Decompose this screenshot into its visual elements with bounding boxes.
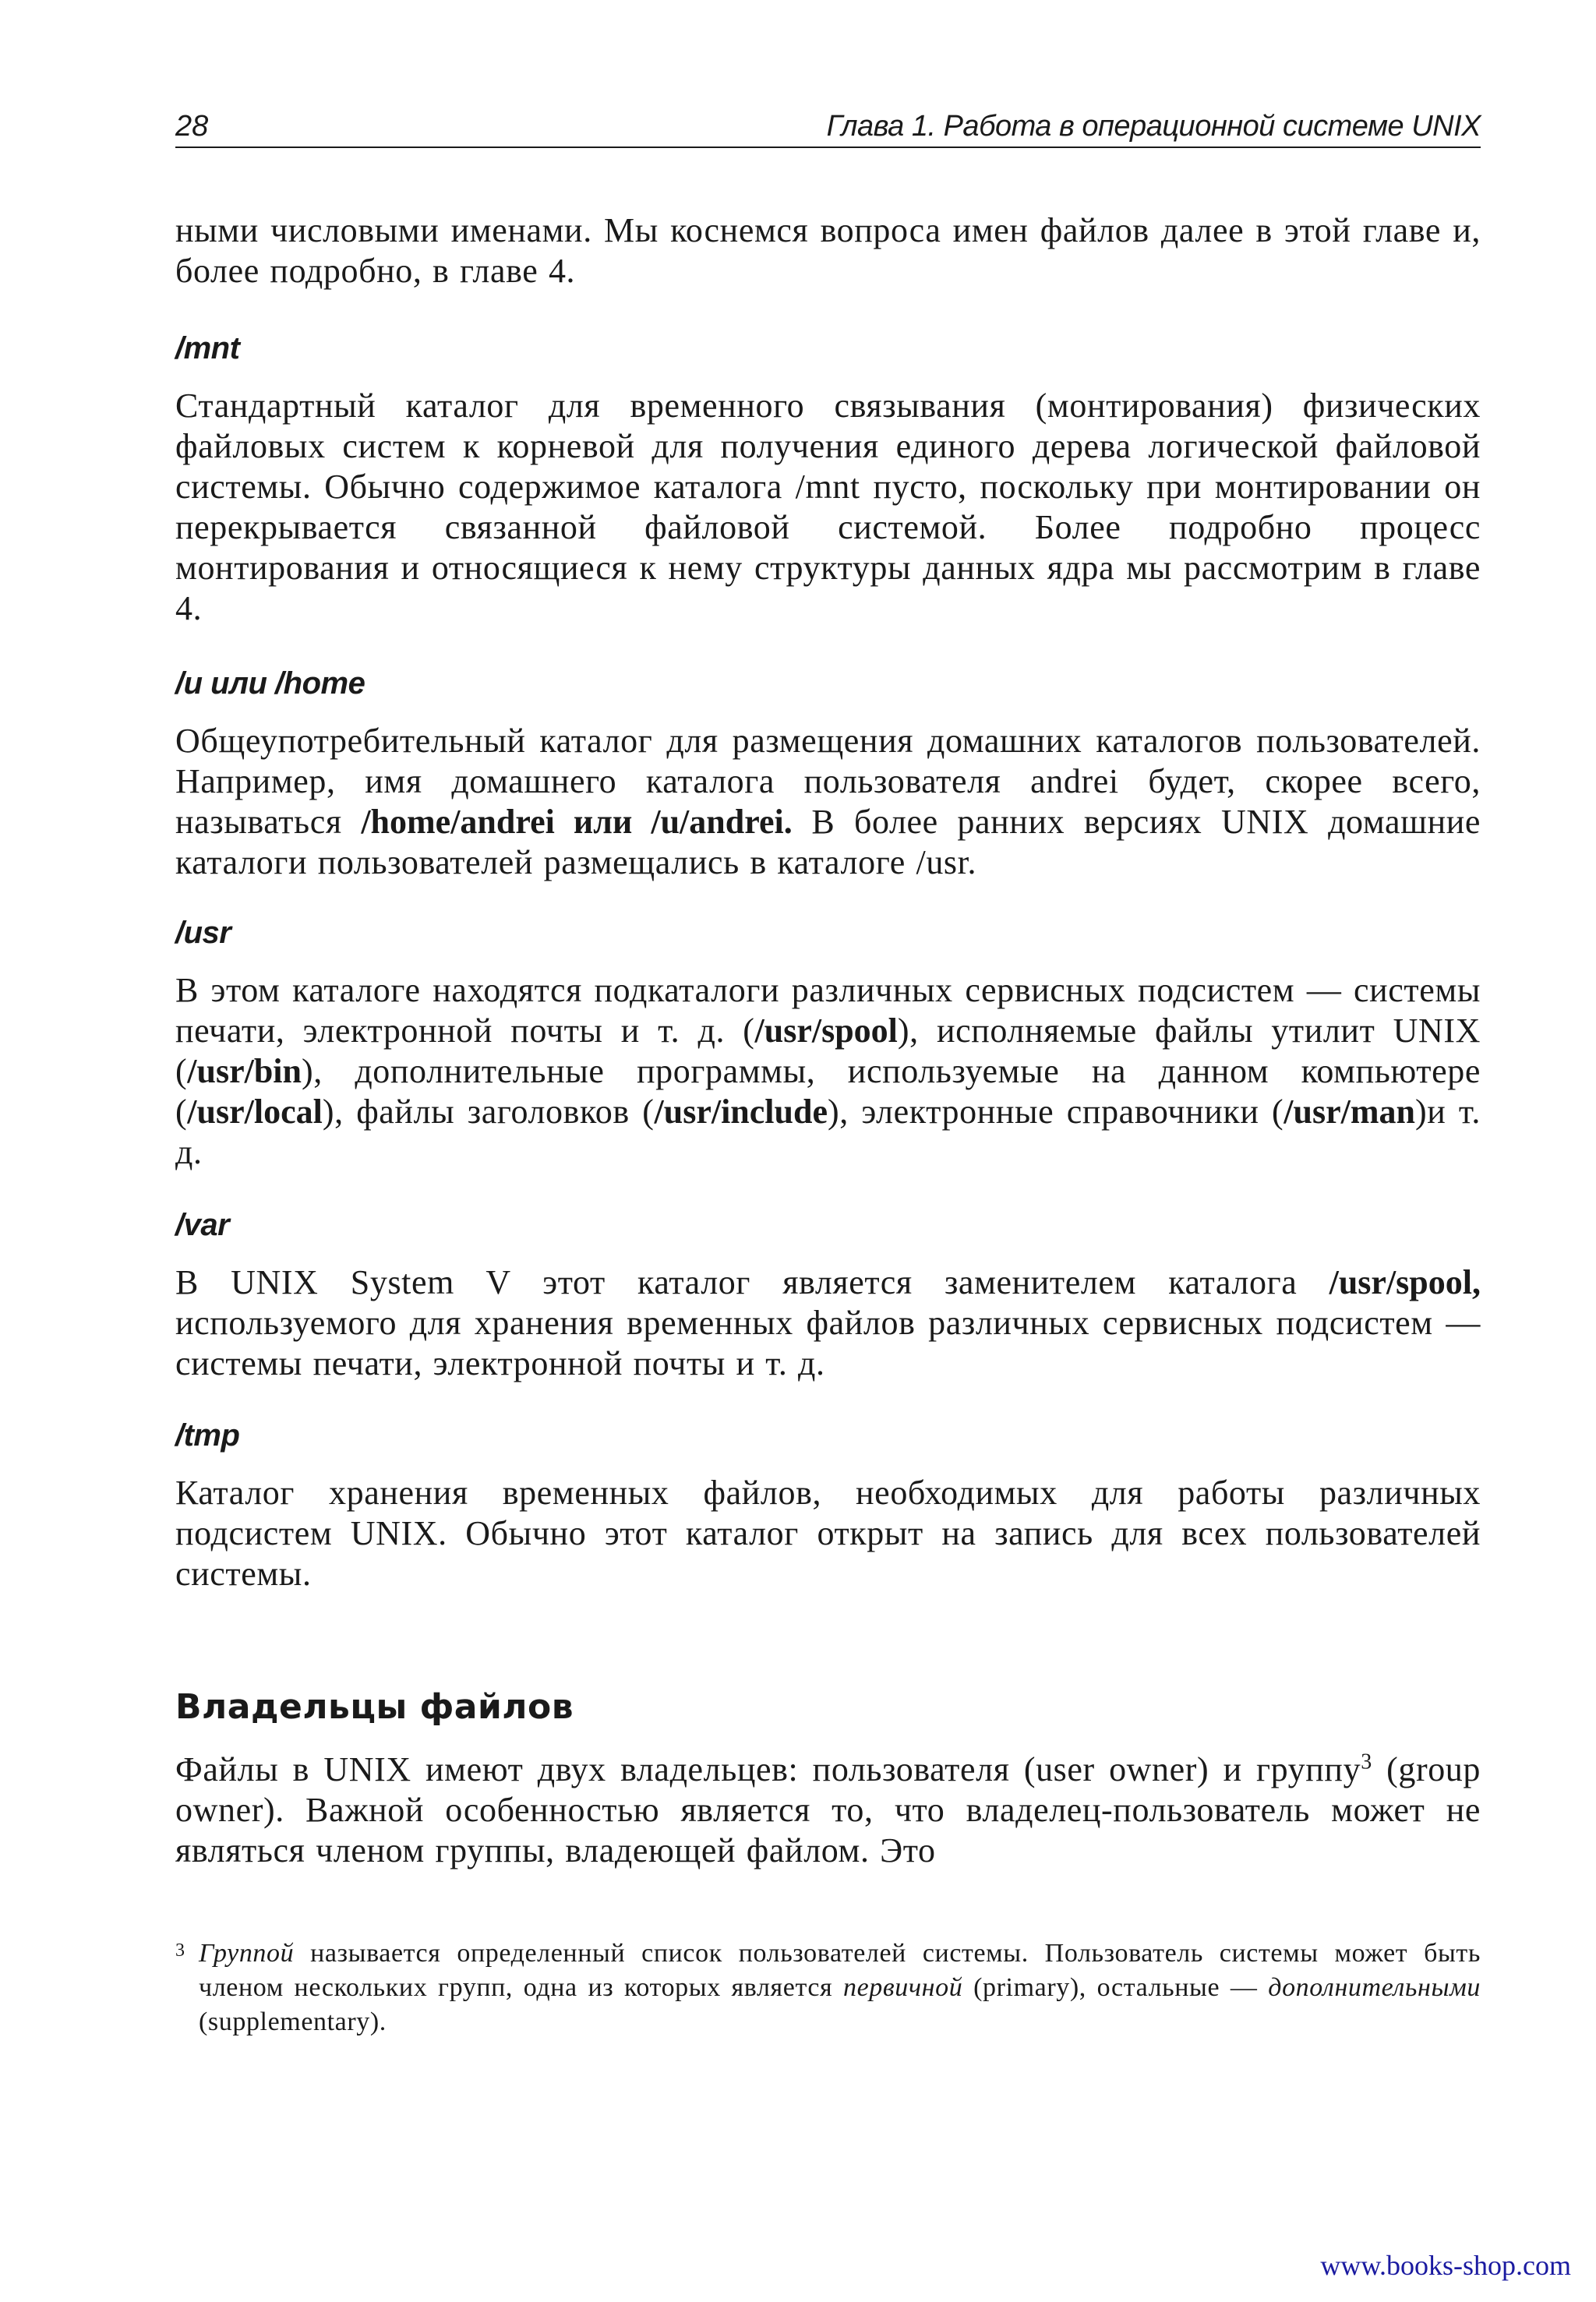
usr-path-local: /usr/local [187,1093,323,1131]
heading-usr: /usr [175,916,231,950]
tmp-paragraph-block [175,1473,1481,1594]
owners-text-1: Файлы в UNIX имеют двух владельцев: пользователя (user owner) и группу [175,1750,1361,1788]
var-text-2: используемого для хранения временных файлов различных сервисных подсистем — системы печати, электронной почты и т. д. [175,1304,1481,1382]
mnt-paragraph: Стандартный каталог для временного связывания (монтирования) физических файловых систем к корневой для получения единого дерева логической файловой системы. Обычно содержимое каталога /mnt пусто, поскольку при монтировании он перекрывается связанной файловой системой. Более подробно процесс монтирования и относящиеся к нему структуры данных ядра мы рассмотрим в главе 4. [175,387,1481,627]
footnote-number: 3 [175,1940,185,1961]
chapter-title: Глава 1. Работа в операционной системе UNIX [826,110,1481,143]
heading-tmp: /tmp [175,1418,240,1453]
usr-text-4: ), файлы заголовков ( [322,1093,655,1131]
usr-text-1: В этом каталоге находятся подкаталоги различных сервисных подсистем — системы печати, электронной почты и т. д. ( [175,971,1481,1050]
home-path-bold: /home/andrei или /u/andrei. [361,803,793,841]
footnote-text-2: (primary), остальные — [973,1973,1258,2002]
usr-path-bin: /usr/bin [187,1052,302,1090]
intro-paragraph: ными числовыми именами. Мы коснемся вопроса имен файлов далее в этой главе и, более подробно, в главе 4. [175,211,1481,290]
heading-mnt: /mnt [175,331,240,365]
section-title-owners: Владельцы файлов [175,1687,574,1727]
var-paragraph-block [175,1262,1481,1384]
usr-text-2: ), исполняемые файлы утилит UNIX ( [175,1012,1481,1090]
home-paragraph-block [175,721,1481,883]
var-path-spool: /usr/spool, [1329,1263,1481,1301]
footnote-text-1: называется определенный список пользователей системы. Пользователь системы может быть членом нескольких групп, одна из которых является [199,1939,1481,2002]
usr-path-spool: /usr/spool [754,1012,898,1050]
home-text-1: Общеупотребительный каталог для размещения домашних каталогов пользователей. Например, имя домашнего каталога пользователя andrei будет, скорее всего, называться [175,722,1481,841]
owners-paragraph-block [175,1749,1481,1871]
footnote-italic-2: первичной [843,1973,963,2002]
var-paragraph [175,1262,1481,1384]
usr-text-5: ), электронные справочники ( [828,1093,1284,1131]
footnote-text [175,1937,1481,2039]
heading-var: /var [175,1208,230,1242]
footnote-reference[interactable]: 3 [1361,1749,1372,1774]
running-header [175,101,1481,148]
usr-text-6: )и т. д. [175,1093,1481,1171]
tmp-paragraph: Каталог хранения временных файлов, необходимых для работы различных подсистем UNIX. Обычно этот каталог открыт на запись для всех пользователей системы. [175,1474,1481,1593]
watermark-link[interactable]: www.books-shop.com [1320,2250,1571,2281]
owners-text-2: (group owner). Важной особенностью является то, что владелец-пользователь может не являться членом группы, владеющей файлом. Это [175,1750,1481,1869]
usr-path-man: /usr/man [1284,1093,1415,1131]
heading-home: /и или /home [175,666,365,701]
footnote-text-3: (supplementary). [199,2007,387,2036]
usr-text-3: ), дополнительные программы, используемые на данном компьютере ( [175,1052,1481,1131]
footnote-italic-1: Группой [199,1939,295,1968]
footnote [175,1937,1481,2039]
usr-paragraph-block [175,970,1481,1173]
home-text-2: В более ранних версиях UNIX домашние каталоги пользователей размещались в каталоге /usr. [175,803,1481,881]
var-text-1: В UNIX System V этот каталог является заменителем каталога [175,1263,1298,1301]
usr-paragraph [175,970,1481,1173]
usr-path-include: /usr/include [654,1093,828,1131]
footnote-italic-3: дополнительными [1268,1973,1481,2002]
intro-paragraph-block [175,210,1481,291]
home-paragraph [175,721,1481,883]
page-number: 28 [175,110,209,143]
mnt-paragraph-block [175,386,1481,629]
owners-paragraph [175,1749,1481,1871]
